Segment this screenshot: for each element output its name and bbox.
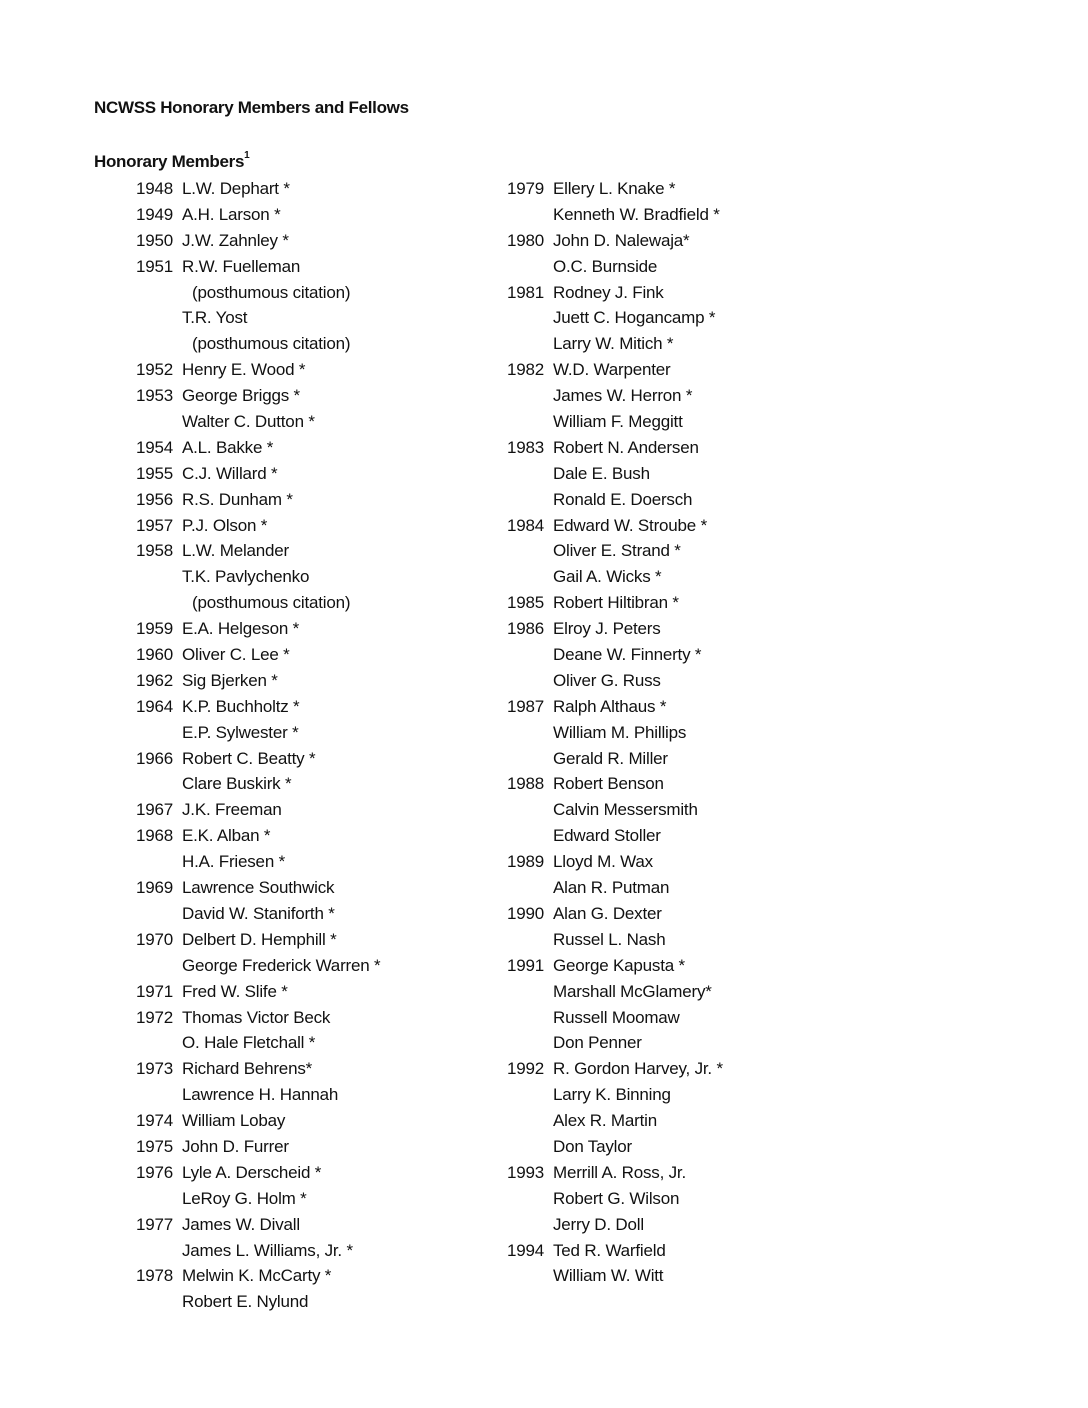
member-year: 1988	[507, 774, 545, 794]
section-title	[94, 152, 249, 172]
member-row	[136, 1289, 556, 1315]
member-row	[136, 1186, 556, 1212]
member-row	[136, 305, 556, 331]
member-year: 1994	[507, 1240, 545, 1260]
member-row	[136, 901, 556, 927]
member-row	[507, 1263, 927, 1289]
member-row	[136, 538, 556, 564]
member-name: Robert G. Wilson	[553, 1188, 680, 1208]
member-year: 1952	[136, 360, 174, 380]
member-row	[507, 1108, 927, 1134]
member-name: Russell Moomaw	[553, 1007, 680, 1027]
member-row	[136, 694, 556, 720]
member-name: William Lobay	[182, 1111, 286, 1131]
member-name: Ronald E. Doersch	[553, 489, 693, 509]
member-row	[136, 720, 556, 746]
member-name: Don Taylor	[553, 1136, 632, 1156]
member-name: T.R. Yost	[182, 308, 248, 328]
member-name: James W. Divall	[182, 1214, 300, 1234]
member-row	[136, 1082, 556, 1108]
member-year: 1980	[507, 230, 545, 250]
member-row	[136, 513, 556, 539]
member-row	[136, 849, 556, 875]
member-row	[507, 538, 927, 564]
member-name: Marshall McGlamery*	[553, 981, 712, 1001]
member-name: Edward Stoller	[553, 826, 661, 846]
member-row	[136, 461, 556, 487]
member-name: O.C. Burnside	[553, 256, 658, 276]
member-name: Dale E. Bush	[553, 463, 650, 483]
member-name: C.J. Willard *	[182, 463, 278, 483]
member-row	[136, 409, 556, 435]
member-name: Henry E. Wood *	[182, 360, 306, 380]
member-year: 1949	[136, 204, 174, 224]
member-year: 1966	[136, 748, 174, 768]
member-name: Merrill A. Ross, Jr.	[553, 1162, 686, 1182]
member-row	[507, 435, 927, 461]
member-year: 1954	[136, 437, 174, 457]
member-name: Alex R. Martin	[553, 1111, 657, 1131]
member-row	[507, 487, 927, 513]
member-year: 1991	[507, 955, 545, 975]
member-name: Fred W. Slife *	[182, 981, 288, 1001]
member-year: 1987	[507, 696, 545, 716]
member-year: 1974	[136, 1111, 174, 1131]
member-name: Lloyd M. Wax	[553, 852, 653, 872]
member-row	[136, 176, 556, 202]
member-row	[507, 228, 927, 254]
member-row	[136, 875, 556, 901]
member-year: 1976	[136, 1162, 174, 1182]
member-name: William W. Witt	[553, 1266, 664, 1286]
member-name: H.A. Friesen *	[182, 852, 286, 872]
member-name: Clare Buskirk *	[182, 774, 292, 794]
member-year: 1968	[136, 826, 174, 846]
member-row	[136, 1108, 556, 1134]
member-year: 1970	[136, 929, 174, 949]
member-year: 1956	[136, 489, 174, 509]
member-year: 1984	[507, 515, 545, 535]
member-row	[136, 383, 556, 409]
member-name: William F. Meggitt	[553, 412, 683, 432]
member-row	[507, 823, 927, 849]
member-row	[136, 1238, 556, 1264]
member-row	[136, 823, 556, 849]
member-year: 1972	[136, 1007, 174, 1027]
member-row	[136, 487, 556, 513]
member-name: J.W. Zahnley *	[182, 230, 289, 250]
member-row	[507, 1030, 927, 1056]
member-name: LeRoy G. Holm *	[182, 1188, 307, 1208]
member-row	[507, 901, 927, 927]
member-row	[507, 668, 927, 694]
member-row	[507, 1186, 927, 1212]
member-row	[507, 694, 927, 720]
member-year: 1962	[136, 670, 174, 690]
member-year: 1975	[136, 1136, 174, 1156]
member-year: 1985	[507, 593, 545, 613]
member-year: 1986	[507, 619, 545, 639]
member-row	[507, 305, 927, 331]
member-year: 1969	[136, 878, 174, 898]
member-row	[136, 1160, 556, 1186]
member-name: Jerry D. Doll	[553, 1214, 644, 1234]
member-year: 1978	[136, 1266, 174, 1286]
member-name: E.A. Helgeson *	[182, 619, 300, 639]
member-name: George Kapusta *	[553, 955, 685, 975]
member-name: Robert C. Beatty *	[182, 748, 316, 768]
member-year: 1955	[136, 463, 174, 483]
member-row	[507, 1082, 927, 1108]
member-row	[136, 1056, 556, 1082]
member-name: A.L. Bakke *	[182, 437, 274, 457]
member-name: Oliver G. Russ	[553, 670, 661, 690]
member-row	[507, 357, 927, 383]
member-row	[136, 1212, 556, 1238]
member-row	[136, 1263, 556, 1289]
member-row	[136, 771, 556, 797]
left-member-column	[136, 176, 556, 1315]
member-year: 1958	[136, 541, 174, 561]
member-row	[507, 461, 927, 487]
member-row	[507, 1056, 927, 1082]
member-year: 1967	[136, 800, 174, 820]
member-row	[136, 202, 556, 228]
posthumous-note: (posthumous citation)	[192, 593, 351, 613]
member-row	[136, 668, 556, 694]
member-row	[136, 979, 556, 1005]
member-name: Melwin K. McCarty *	[182, 1266, 332, 1286]
member-name: Deane W. Finnerty *	[553, 645, 702, 665]
member-name: E.K. Alban *	[182, 826, 271, 846]
member-row	[136, 953, 556, 979]
member-year: 1948	[136, 179, 174, 198]
member-name: L.W. Melander	[182, 541, 290, 561]
member-name: Rodney J. Fink	[553, 282, 664, 302]
member-name: Larry K. Binning	[553, 1085, 671, 1105]
posthumous-note: (posthumous citation)	[192, 282, 351, 302]
member-row	[507, 979, 927, 1005]
member-name: W.D. Warpenter	[553, 360, 671, 380]
member-name: James W. Herron *	[553, 386, 693, 406]
member-name: John D. Furrer	[182, 1136, 289, 1156]
member-name: R.W. Fuelleman	[182, 256, 301, 276]
member-row	[507, 1212, 927, 1238]
member-row	[507, 1160, 927, 1186]
member-name: R. Gordon Harvey, Jr. *	[553, 1059, 723, 1079]
member-row	[507, 746, 927, 772]
member-name: Alan R. Putman	[553, 878, 670, 898]
member-row	[507, 254, 927, 280]
member-row	[507, 927, 927, 953]
member-row	[507, 409, 927, 435]
member-row	[136, 564, 556, 590]
member-year: 1977	[136, 1214, 174, 1234]
member-year: 1971	[136, 981, 174, 1001]
member-row	[507, 875, 927, 901]
member-name: P.J. Olson *	[182, 515, 268, 535]
member-year: 1979	[507, 179, 545, 198]
member-name: Gerald R. Miller	[553, 748, 668, 768]
member-name: John D. Nalewaja*	[553, 230, 690, 250]
member-name: K.P. Buchholtz *	[182, 696, 300, 716]
member-name: Gail A. Wicks *	[553, 567, 662, 587]
member-name: Robert E. Nylund	[182, 1292, 309, 1312]
member-name: Oliver C. Lee *	[182, 645, 290, 665]
member-row	[507, 202, 927, 228]
member-row	[136, 280, 556, 306]
member-name: Lyle A. Derscheid *	[182, 1162, 322, 1182]
member-name: Robert Hiltibran *	[553, 593, 679, 613]
member-row	[507, 797, 927, 823]
member-row	[507, 176, 927, 202]
member-year: 1989	[507, 852, 545, 872]
member-year: 1973	[136, 1059, 174, 1079]
member-row	[507, 590, 927, 616]
member-year: 1982	[507, 360, 545, 380]
member-year: 1953	[136, 386, 174, 406]
member-row	[136, 746, 556, 772]
member-year: 1993	[507, 1162, 545, 1182]
member-name: William M. Phillips	[553, 722, 687, 742]
member-row	[507, 280, 927, 306]
member-name: Alan G. Dexter	[553, 903, 662, 923]
member-row	[507, 642, 927, 668]
member-name: Russel L. Nash	[553, 929, 666, 949]
member-year: 1981	[507, 282, 545, 302]
member-row	[507, 720, 927, 746]
member-row	[136, 927, 556, 953]
member-name: Robert N. Andersen	[553, 437, 699, 457]
member-name: Lawrence Southwick	[182, 878, 335, 898]
member-name: A.H. Larson *	[182, 204, 281, 224]
footnote-marker: 1	[244, 150, 250, 162]
member-name: Elroy J. Peters	[553, 619, 661, 639]
member-year: 1959	[136, 619, 174, 639]
member-row	[136, 1030, 556, 1056]
document-title: NCWSS Honorary Members and Fellows	[94, 98, 409, 117]
member-row	[507, 849, 927, 875]
member-name: Calvin Messersmith	[553, 800, 698, 820]
member-row	[136, 642, 556, 668]
member-year: 1964	[136, 696, 174, 716]
member-row	[507, 771, 927, 797]
posthumous-note: (posthumous citation)	[192, 334, 351, 354]
member-row	[136, 357, 556, 383]
member-name: R.S. Dunham *	[182, 489, 293, 509]
member-name: Don Penner	[553, 1033, 642, 1053]
member-name: Ralph Althaus *	[553, 696, 667, 716]
member-year: 1990	[507, 903, 545, 923]
right-member-column	[507, 176, 927, 1289]
member-name: Robert Benson	[553, 774, 664, 794]
member-row	[136, 228, 556, 254]
member-row	[507, 383, 927, 409]
member-name: Kenneth W. Bradfield *	[553, 204, 720, 224]
member-row	[136, 616, 556, 642]
member-name: J.K. Freeman	[182, 800, 282, 820]
member-year: 1957	[136, 515, 174, 535]
member-name: E.P. Sylwester *	[182, 722, 299, 742]
member-row	[136, 435, 556, 461]
member-name: Richard Behrens*	[182, 1059, 313, 1079]
member-row	[136, 331, 556, 357]
member-year: 1951	[136, 256, 174, 276]
member-name: T.K. Pavlychenko	[182, 567, 310, 587]
member-name: Larry W. Mitich *	[553, 334, 674, 354]
member-row	[136, 254, 556, 280]
member-row	[507, 331, 927, 357]
member-row	[136, 1134, 556, 1160]
member-row	[136, 1005, 556, 1031]
member-name: Oliver E. Strand *	[553, 541, 681, 561]
member-name: Thomas Victor Beck	[182, 1007, 331, 1027]
member-name: Edward W. Stroube *	[553, 515, 707, 535]
member-year: 1983	[507, 437, 545, 457]
member-name: Lawrence H. Hannah	[182, 1085, 339, 1105]
member-name: Juett C. Hogancamp *	[553, 308, 716, 328]
member-row	[507, 953, 927, 979]
member-name: James L. Williams, Jr. *	[182, 1240, 353, 1260]
member-row	[136, 590, 556, 616]
member-name: George Briggs *	[182, 386, 300, 406]
section-title-text: Honorary Members	[94, 152, 245, 171]
member-year: 1992	[507, 1059, 545, 1079]
member-name: Delbert D. Hemphill *	[182, 929, 337, 949]
member-name: George Frederick Warren *	[182, 955, 381, 975]
member-row	[507, 1238, 927, 1264]
member-row	[507, 1005, 927, 1031]
member-row	[507, 1134, 927, 1160]
member-row	[507, 616, 927, 642]
member-name: L.W. Dephart *	[182, 179, 290, 198]
member-row	[507, 513, 927, 539]
member-row	[507, 564, 927, 590]
member-name: Walter C. Dutton *	[182, 412, 315, 432]
member-name: O. Hale Fletchall *	[182, 1033, 316, 1053]
member-name: David W. Staniforth *	[182, 903, 335, 923]
member-year: 1960	[136, 645, 174, 665]
member-name: Ellery L. Knake *	[553, 179, 676, 198]
member-name: Sig Bjerken *	[182, 670, 278, 690]
member-row	[136, 797, 556, 823]
member-year: 1950	[136, 230, 174, 250]
member-name: Ted R. Warfield	[553, 1240, 666, 1260]
